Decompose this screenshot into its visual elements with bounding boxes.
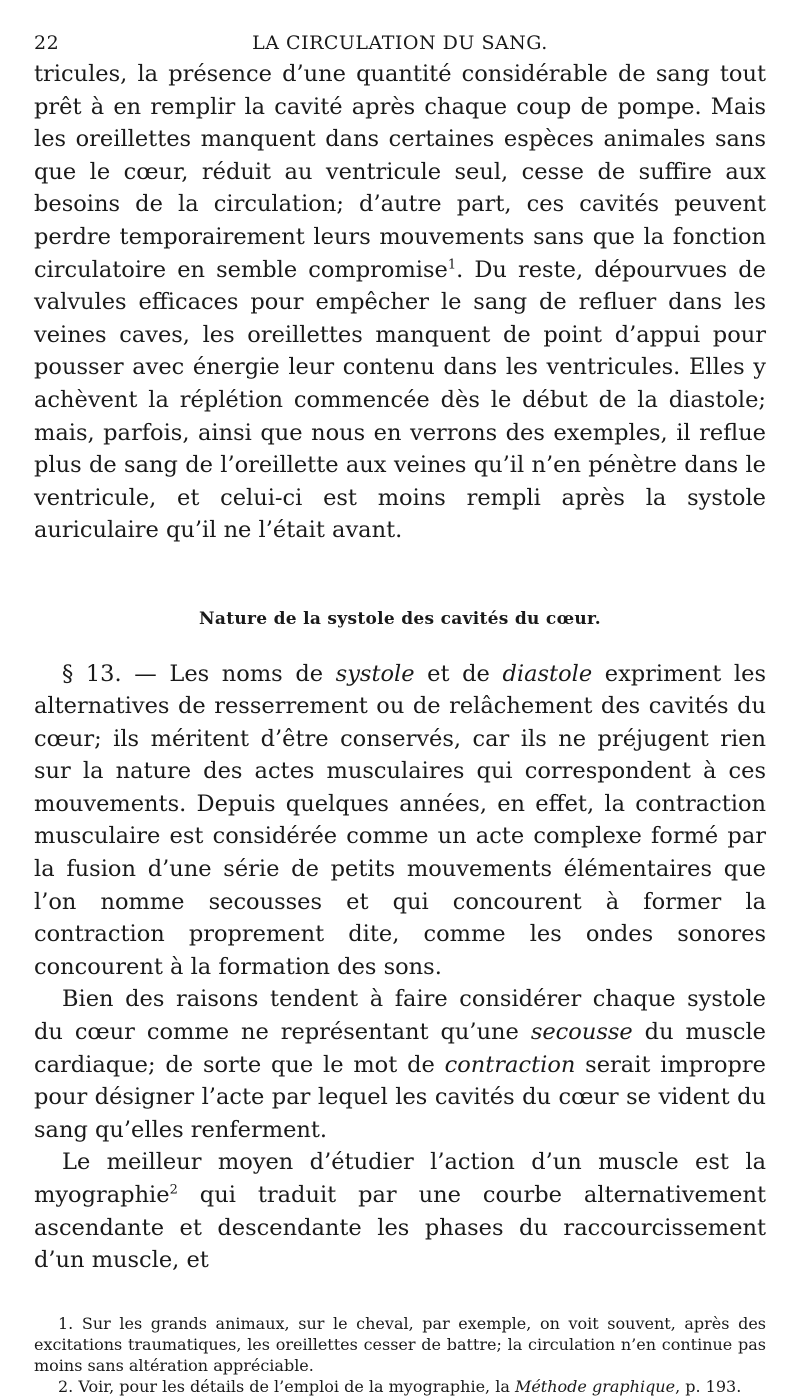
paragraph-3: [34, 983, 766, 1146]
footnote-ref-1: 1: [447, 257, 457, 273]
paragraph-2-text-b: et de: [414, 660, 503, 687]
paragraph-3-text-a: Bien des raisons tendent à faire considérer chaque systole du cœur comme ne représentant qu’une: [34, 986, 766, 1046]
section-heading: Nature de la systole des cavités du cœur.: [199, 608, 601, 629]
paragraph-4-text-b: qui traduit par une courbe alternativement ascendante et descendante les phases du raccourcissement d’un muscle, et: [34, 1182, 766, 1274]
paragraph-3-text-b: du muscle cardiaque; de sorte que le mot de: [34, 1019, 766, 1078]
page-number: 22: [34, 32, 60, 54]
running-title: LA CIRCULATION DU SANG.: [252, 32, 548, 54]
main-text: [34, 58, 766, 1277]
paragraph-2: [34, 658, 766, 984]
paragraph-4: [34, 1146, 766, 1276]
paragraph-3-italic-contraction: contraction: [444, 1051, 576, 1078]
footnote-2-text-b: , p. 193.: [675, 1376, 742, 1396]
paragraph-1-text-a: tricules, la présence d’une quantité considérable de sang tout prêt à en remplir la cavité après chaque coup de pompe. Mais les oreillettes manquent dans certaines espèces animales sans que le cœur, réduit au ventricule seul, cesse de suffire aux besoins de la circulation; d’autre part, ces cavités peuvent perdre temporairement leurs mouvements sans que la fonction circulatoire en semble compromise: [34, 61, 766, 283]
paragraph-2-italic-diastole: diastole: [502, 660, 593, 687]
footnote-ref-2: 2: [169, 1182, 178, 1198]
paragraph-1: [34, 58, 766, 547]
running-header: [34, 28, 766, 58]
footnotes: [34, 1313, 766, 1397]
book-page: [34, 28, 766, 1396]
paragraph-4-text-a: Le meilleur moyen d’étudier l’action d’un muscle est la myographie: [34, 1149, 766, 1208]
paragraph-3-italic-secousse: secousse: [530, 1019, 633, 1046]
footnote-2-italic: Méthode graphique: [514, 1376, 676, 1396]
footnote-2-text-a: 2. Voir, pour les détails de l’emploi de la myographie, la: [58, 1376, 515, 1396]
paragraph-2-italic-systole: systole: [335, 660, 415, 687]
paragraph-2-text-a: § 13. — Les noms de: [62, 660, 336, 687]
paragraph-1-text-b: . Du reste, dépourvues de valvules efficaces pour empêcher le sang de refluer dans les veines caves, les oreillettes manquent de point d’appui pour pousser avec énergie leur contenu dans les ventricules. Elles y achèvent la réplétion commencée dès le début de la diastole; mais, parfois, ainsi que nous en verrons des exemples, il reflue plus de sang de l’oreillette aux veines qu’il n’en pénètre dans le ventricule, et celui-ci est moins rempli après la systole auriculaire qu’il ne l’était avant.: [34, 256, 766, 544]
footnote-2: [34, 1376, 766, 1397]
paragraph-3-text-c: serait impropre pour désigner l’acte par lequel les cavités du cœur se vident du sang qu’elles renferment.: [34, 1051, 766, 1143]
paragraph-2-text-c: expriment les alternatives de resserrement ou de relâchement des cavités du cœur; ils méritent d’être conservés, car ils ne préjugent rien sur la nature des actes musculaires qui correspondent à ces mouvements. Depuis quelques années, en effet, la contraction musculaire est considérée comme un acte complexe formé par la fusion d’une série de petits mouvements élémentaires que l’on nomme secousses et qui concourent à former la contraction proprement dite, comme les ondes sonores concourent à la formation des sons.: [34, 660, 766, 980]
footnote-1: 1. Sur les grands animaux, sur le cheval, par exemple, on voit souvent, après des excitations traumatiques, les oreillettes cesser de battre; la circulation n’en continue pas moins sans altération appréciable.: [34, 1313, 766, 1375]
